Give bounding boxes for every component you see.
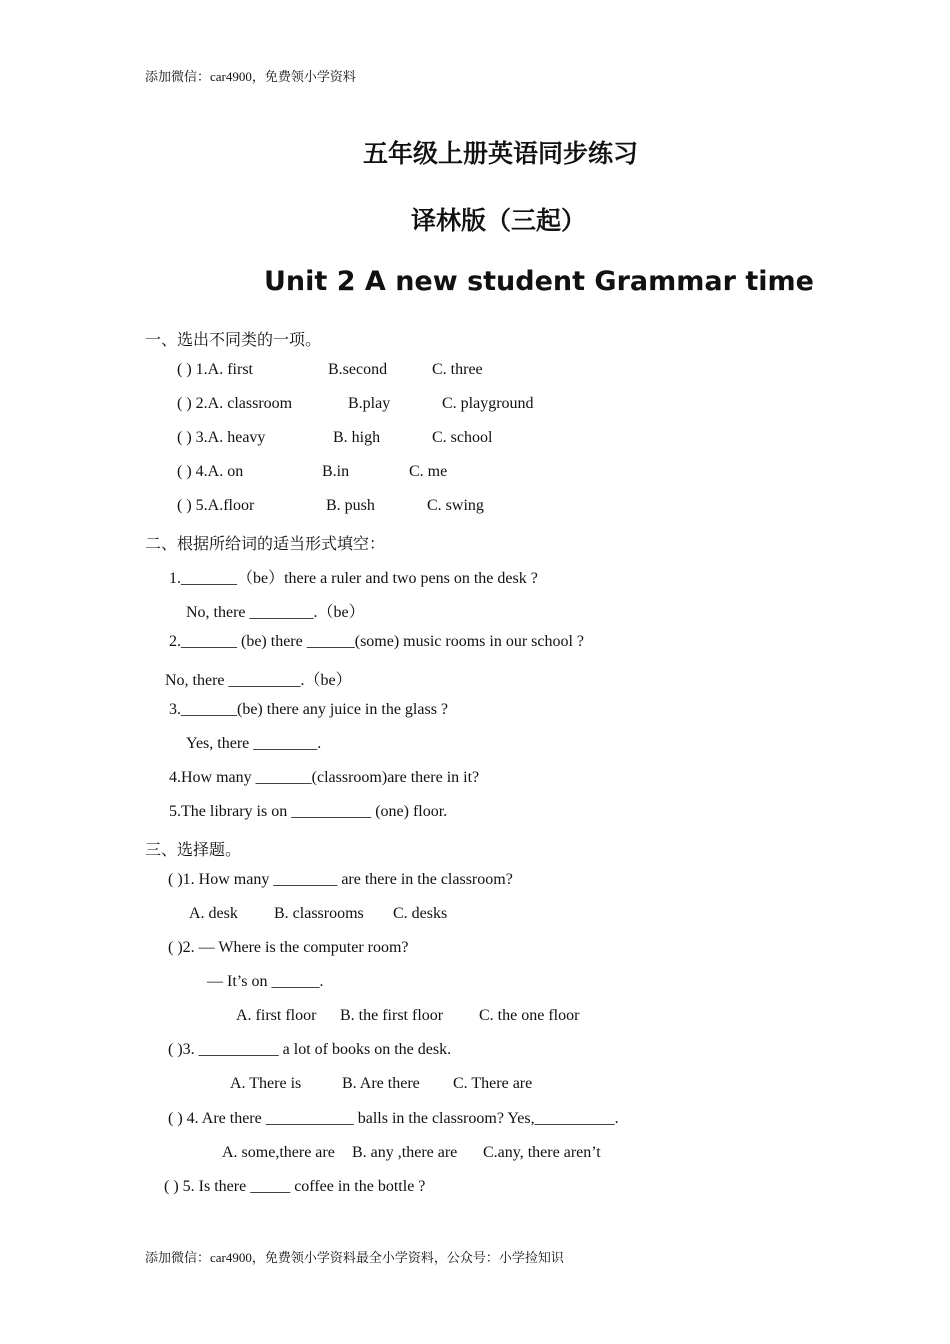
s2-line-3: 2._______ (be) there ______(some) music rooms in our school ? bbox=[169, 633, 585, 650]
s3-q3-opt-a: A. There is bbox=[230, 1075, 302, 1092]
title-unit: Unit 2 A new student Grammar time bbox=[264, 266, 814, 297]
footer-note: 添加微信：car4900，免费领小学资料最全小学资料，公众号：小学捡知识 bbox=[145, 1250, 564, 1265]
s2-line-5: 3._______(be) there any juice in the glass ? bbox=[169, 701, 449, 718]
s1-item-1-c: C. three bbox=[432, 361, 483, 378]
s2-line-7: 4.How many _______(classroom)are there in it? bbox=[169, 769, 480, 786]
s3-q1-opt-b: B. classrooms bbox=[274, 905, 364, 922]
title-edition: 译林版（三起） bbox=[411, 206, 587, 235]
s3-q1-opt-a: A. desk bbox=[189, 905, 238, 922]
s3-q3: ( )3. __________ a lot of books on the desk. bbox=[168, 1041, 452, 1058]
s3-q2-opt-b: B. the first floor bbox=[340, 1007, 444, 1024]
s1-item-1-a: ( ) 1.A. first bbox=[177, 361, 253, 378]
s3-q2: ( )2. — Where is the computer room? bbox=[168, 939, 409, 956]
s1-item-2-a: ( ) 2.A. classroom bbox=[177, 395, 293, 412]
s1-item-3-c: C. school bbox=[432, 429, 493, 446]
s3-q1-opt-c: C. desks bbox=[393, 905, 448, 922]
s1-item-4-c: C. me bbox=[409, 463, 448, 480]
s3-q4-opt-a: A. some,there are bbox=[222, 1144, 335, 1161]
s2-line-4: No, there _________.（be） bbox=[165, 672, 352, 689]
s3-q5: ( ) 5. Is there _____ coffee in the bottle ? bbox=[164, 1178, 426, 1195]
s1-item-2-b: B.play bbox=[348, 395, 391, 412]
s3-q3-opt-b: B. Are there bbox=[342, 1075, 420, 1092]
s3-q2-opt-c: C. the one floor bbox=[479, 1007, 580, 1024]
s1-item-5-b: B. push bbox=[326, 497, 375, 514]
section3-heading: 三、选择题。 bbox=[145, 842, 242, 859]
s2-line-2: No, there ________.（be） bbox=[186, 604, 365, 621]
title-grade: 五年级上册英语同步练习 bbox=[363, 139, 639, 168]
s2-line-1: 1._______（be）there a ruler and two pens on the desk ? bbox=[169, 570, 538, 587]
s1-item-4-a: ( ) 4.A. on bbox=[177, 463, 244, 480]
s3-q4: ( ) 4. Are there ___________ balls in the classroom? Yes,__________. bbox=[168, 1110, 619, 1127]
s3-q4-opt-c: C.any, there aren’t bbox=[483, 1144, 601, 1161]
s3-q2-reply: — It’s on ______. bbox=[207, 973, 324, 990]
section1-heading: 一、选出不同类的一项。 bbox=[145, 332, 322, 349]
s1-item-5-c: C. swing bbox=[427, 497, 484, 514]
s1-item-5-a: ( ) 5.A.floor bbox=[177, 497, 255, 514]
s1-item-4-b: B.in bbox=[322, 463, 350, 480]
s3-q1: ( )1. How many ________ are there in the classroom? bbox=[168, 871, 513, 888]
section2-heading: 二、根据所给词的适当形式填空： bbox=[145, 536, 386, 553]
s2-line-6: Yes, there ________. bbox=[186, 735, 322, 752]
s1-item-1-b: B.second bbox=[328, 361, 388, 378]
s3-q3-opt-c: C. There are bbox=[453, 1075, 533, 1092]
s1-item-3-a: ( ) 3.A. heavy bbox=[177, 429, 266, 446]
s2-line-8: 5.The library is on __________ (one) floor. bbox=[169, 803, 448, 820]
s3-q4-opt-b: B. any ,there are bbox=[352, 1144, 458, 1161]
s3-q2-opt-a: A. first floor bbox=[236, 1007, 317, 1024]
header-note: 添加微信：car4900，免费领小学资料 bbox=[145, 69, 356, 84]
s1-item-3-b: B. high bbox=[333, 429, 381, 446]
s1-item-2-c: C. playground bbox=[442, 395, 534, 412]
